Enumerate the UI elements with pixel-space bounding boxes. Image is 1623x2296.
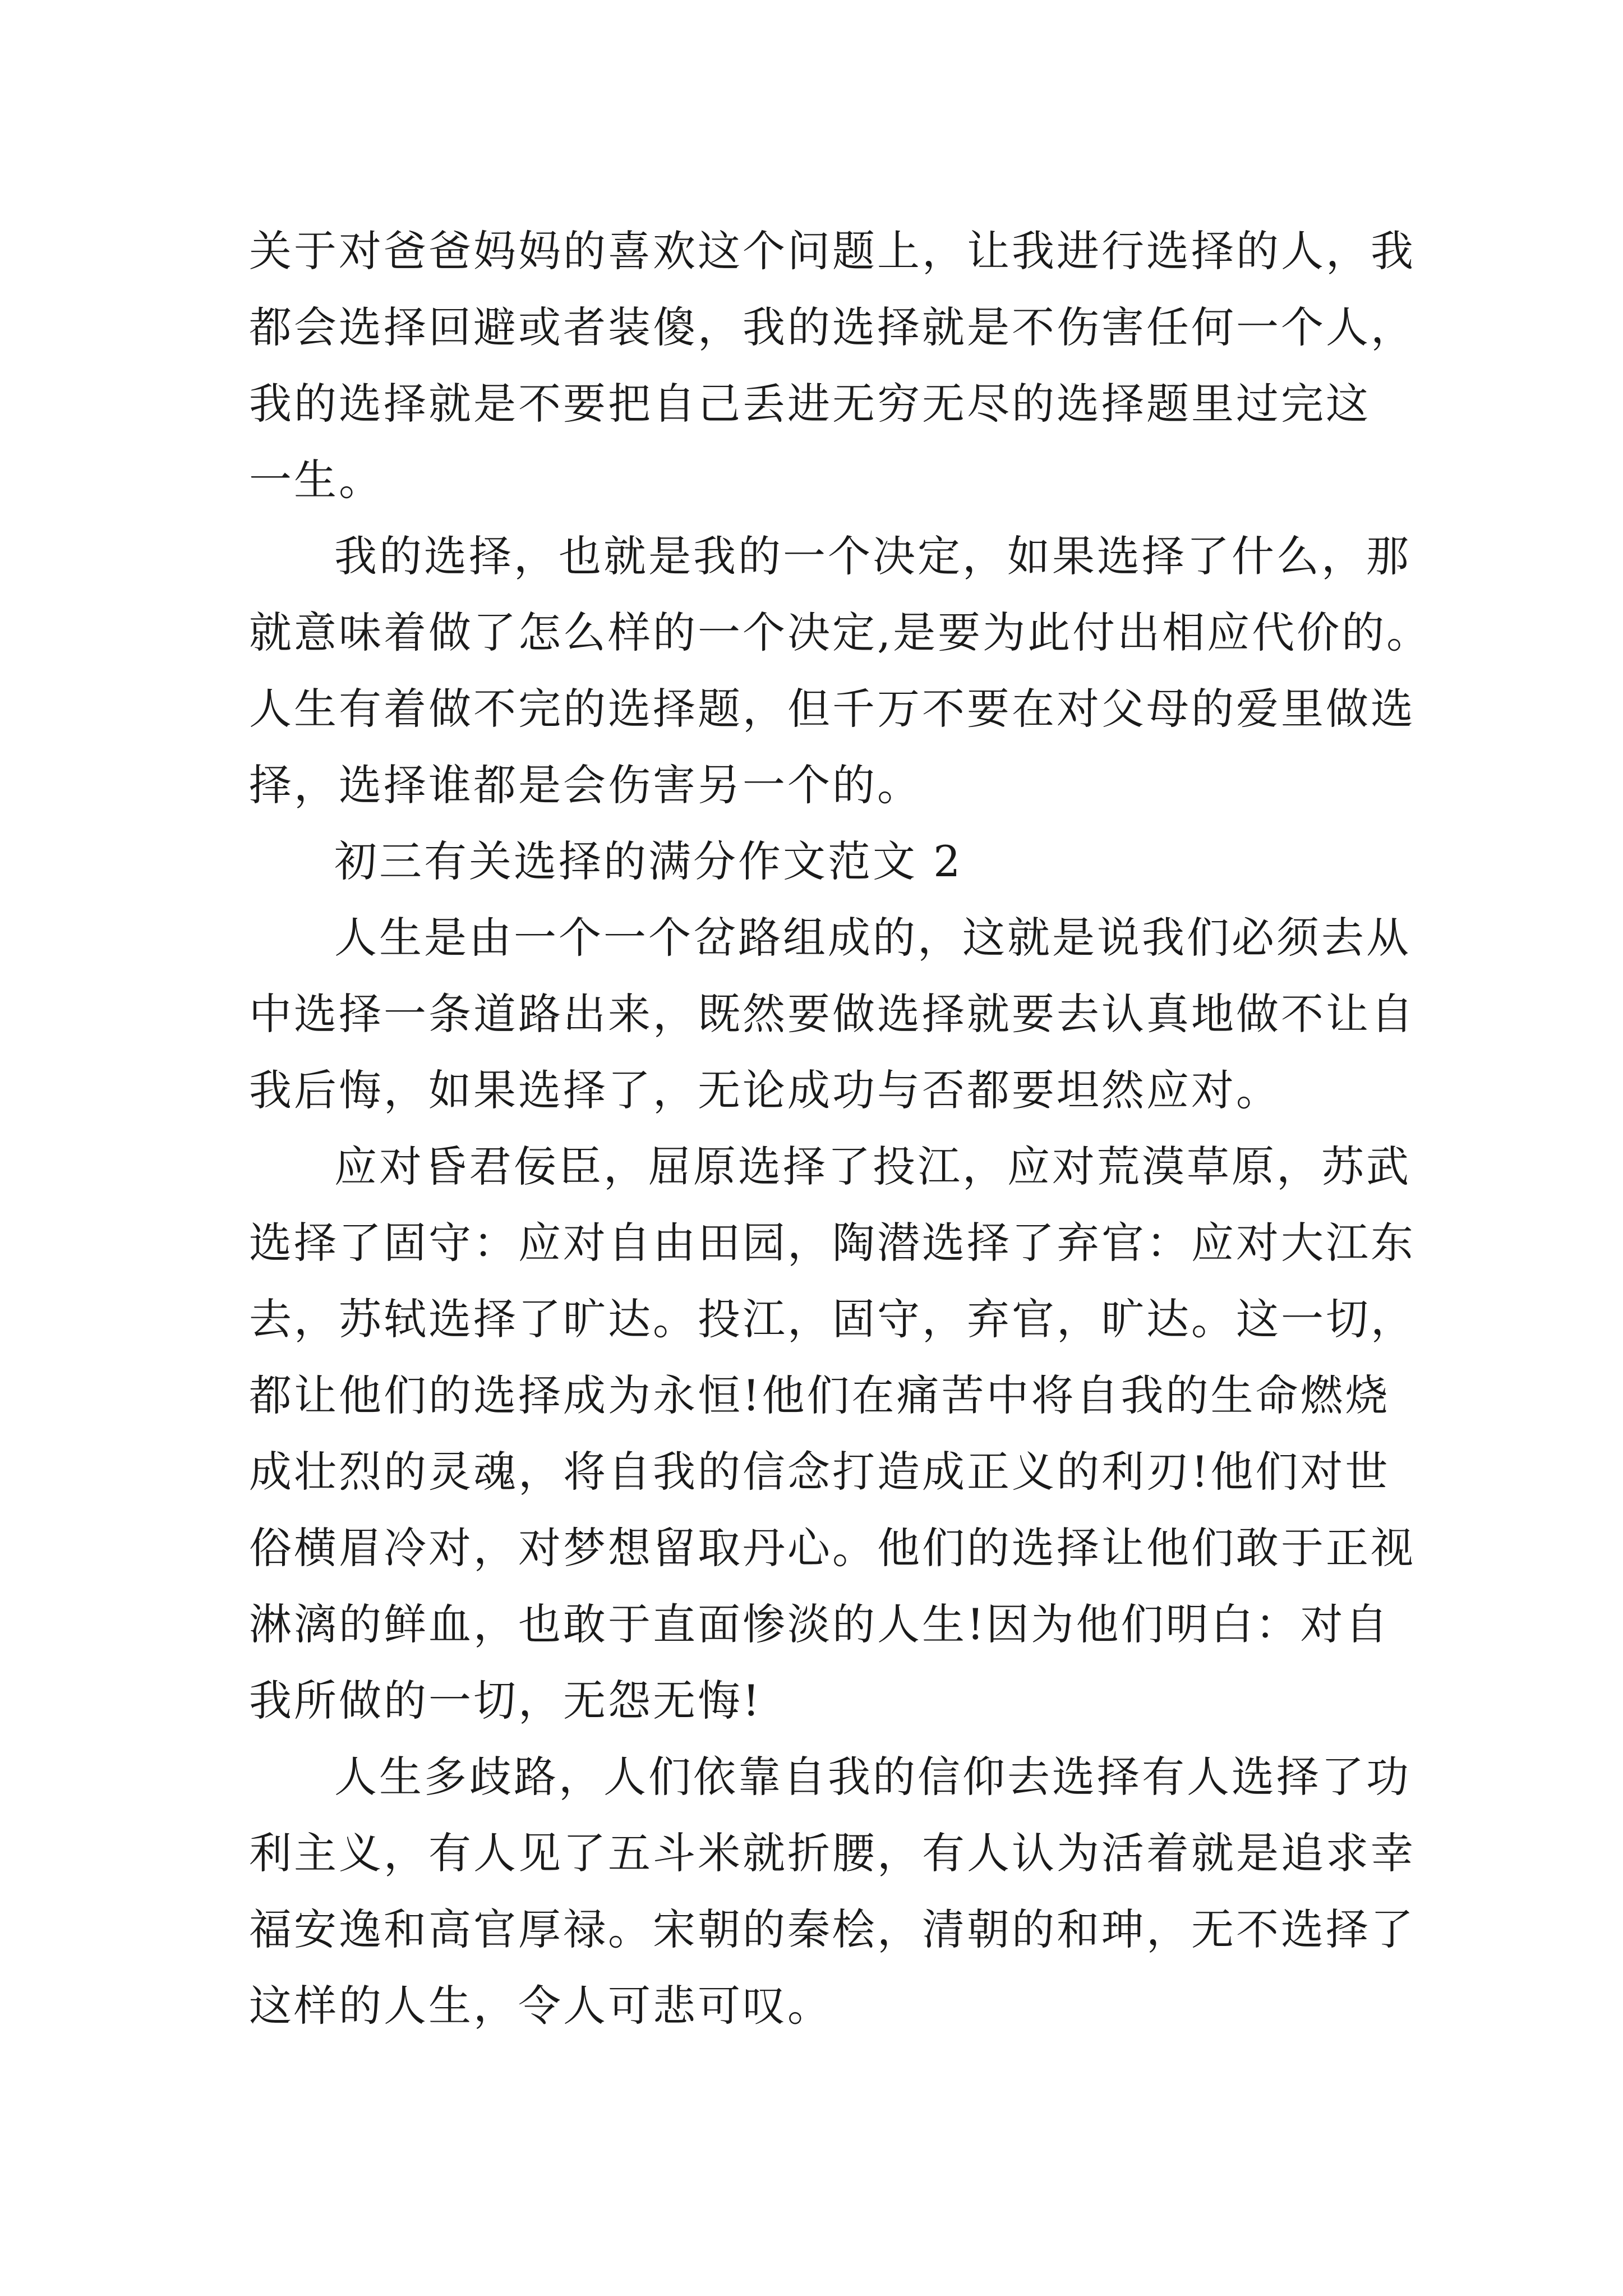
text-line: 俗横眉冷对，对梦想留取丹心。他们的选择让他们敢于正视 xyxy=(249,1523,1415,1573)
paragraph-5 xyxy=(249,1739,1415,2044)
article-body xyxy=(249,213,1432,2044)
paragraph-4 xyxy=(249,1129,1415,1739)
text-line: 都会选择回避或者装傻，我的选择就是不伤害任何一个人， xyxy=(249,302,1415,352)
text-line: 我所做的一切，无怨无悔! xyxy=(249,1676,762,1726)
paragraph-1 xyxy=(249,213,1415,518)
text-line: 就意味着做了怎么样的一个决定,是要为此付出相应代价的。 xyxy=(249,608,1432,657)
text-line: 关于对爸爸妈妈的喜欢这个问题上，让我进行选择的人，我 xyxy=(249,226,1415,276)
text-line: 选择了固守：应对自由田园，陶潜选择了弃官：应对大江东 xyxy=(249,1218,1415,1268)
text-line: 去，苏轼选择了旷达。投江，固守，弃官，旷达。这一切， xyxy=(249,1294,1415,1344)
text-line: 成壮烈的灵魂，将自我的信念打造成正义的利刃!他们对世 xyxy=(249,1447,1390,1497)
text-line: 福安逸和高官厚禄。宋朝的秦桧，清朝的和珅，无不选择了 xyxy=(249,1904,1415,1954)
section-heading xyxy=(249,823,1376,900)
text-line: 淋漓的鲜血，也敢于直面惨淡的人生!因为他们明白：对自 xyxy=(249,1599,1390,1649)
text-line: 我的选择，也就是我的一个决定，如果选择了什么，那 xyxy=(334,531,1411,581)
text-line: 利主义，有人见了五斗米就折腰，有人认为活着就是追求幸 xyxy=(249,1828,1415,1878)
heading-text: 初三有关选择的满分作文范文 2 xyxy=(334,836,963,886)
text-line: 人生多歧路，人们依靠自我的信仰去选择有人选择了功 xyxy=(334,1752,1411,1802)
text-line: 我的选择就是不要把自己丢进无穷无尽的选择题里过完这 xyxy=(249,379,1371,429)
text-line: 中选择一条道路出来，既然要做选择就要去认真地做不让自 xyxy=(249,989,1415,1039)
text-line: 人生有着做不完的选择题，但千万不要在对父母的爱里做选 xyxy=(249,684,1415,734)
paragraph-3 xyxy=(249,900,1415,1129)
paragraph-2 xyxy=(249,518,1432,823)
text-line: 都让他们的选择成为永恒!他们在痛苦中将自我的生命燃烧 xyxy=(249,1370,1390,1420)
text-line: 一生。 xyxy=(249,455,384,505)
text-line: 我后悔，如果选择了，无论成功与否都要坦然应对。 xyxy=(249,1065,1281,1115)
text-line: 这样的人生，令人可悲可叹。 xyxy=(249,1981,832,2031)
text-line: 择，选择谁都是会伤害另一个的。 xyxy=(249,760,922,810)
text-line: 人生是由一个一个岔路组成的，这就是说我们必须去从 xyxy=(334,913,1411,963)
text-line: 应对昏君佞臣，屈原选择了投江，应对荒漠草原，苏武 xyxy=(334,1142,1411,1191)
